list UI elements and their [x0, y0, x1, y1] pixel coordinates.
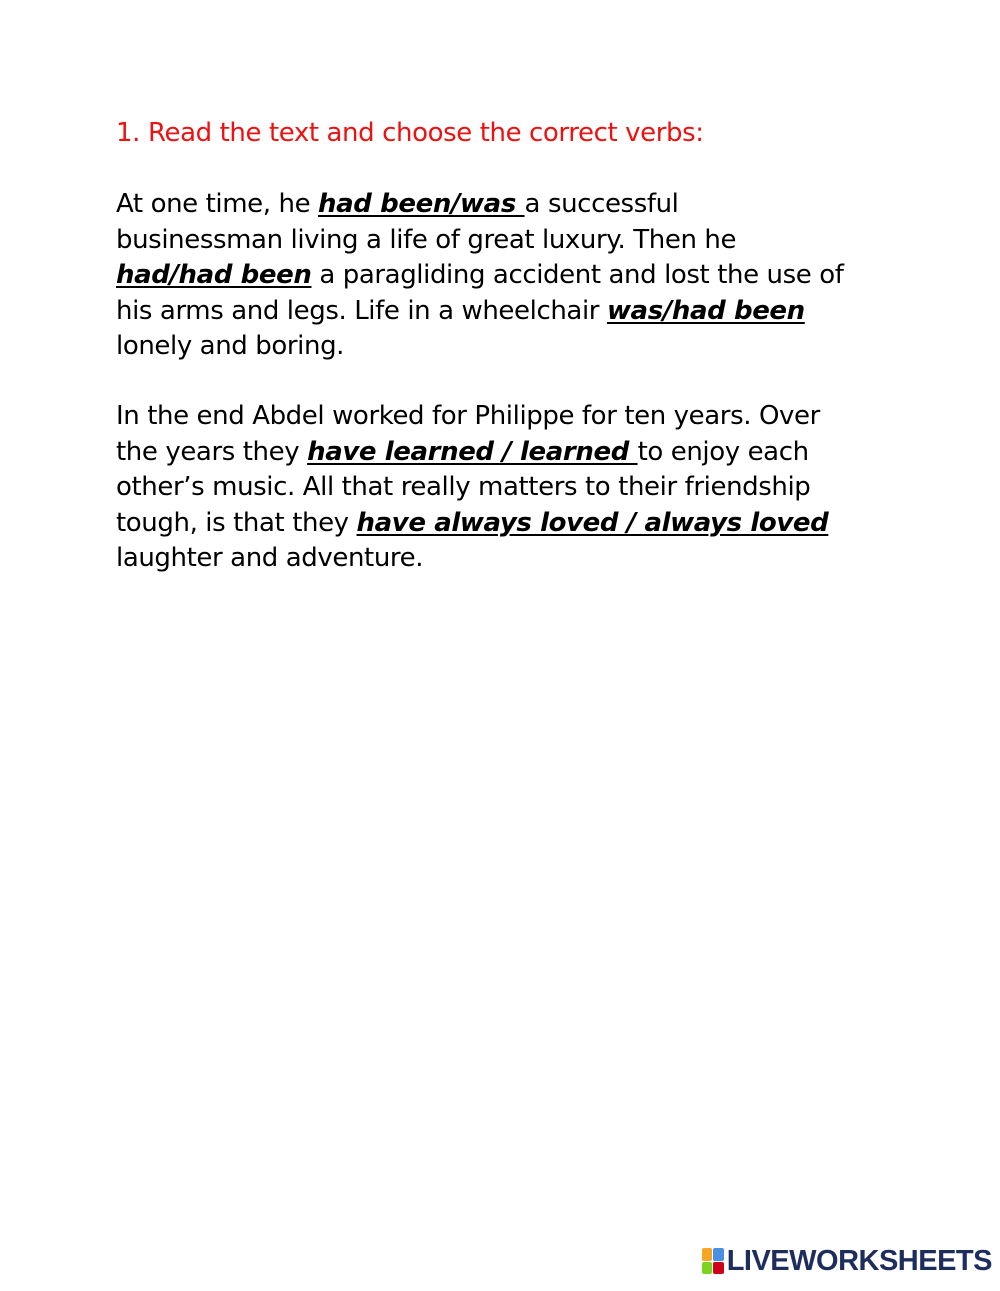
instruction-text: Read the text and choose the correct verbs:	[148, 118, 704, 148]
verb-choice-5[interactable]: have always loved / always loved	[356, 507, 829, 538]
verb-choice-2[interactable]: had/had been	[116, 260, 312, 290]
text-line	[116, 294, 876, 330]
paragraph-2	[116, 399, 876, 577]
logo-square	[713, 1262, 724, 1275]
verb-choice-4[interactable]: have learned / learned	[307, 436, 638, 467]
text-segment: the years they	[116, 436, 308, 467]
text-segment: a successful	[524, 189, 679, 219]
text-line	[116, 506, 876, 542]
verb-choice-1[interactable]: had been/was	[318, 189, 525, 219]
logo-square	[702, 1248, 713, 1261]
verb-choice-3[interactable]: was/had been	[606, 295, 805, 326]
paragraph-1	[116, 187, 876, 365]
text-line: businessman living a life of great luxury. Then he	[116, 224, 737, 255]
text-line	[116, 187, 876, 223]
logo-square	[713, 1248, 724, 1261]
text-segment: a paragliding accident and lost the use of	[311, 260, 844, 290]
liveworksheets-logo-icon	[702, 1248, 724, 1274]
liveworksheets-logo	[702, 1244, 992, 1278]
exercise-instruction	[116, 113, 704, 153]
text-line: other’s music. All that really matters to their friendship	[116, 472, 811, 502]
instruction-number: 1.	[116, 118, 141, 148]
logo-square	[702, 1262, 713, 1275]
text-line: In the end Abdel worked for Philippe for ten years. Over	[116, 401, 820, 431]
text-line	[116, 258, 876, 294]
text-segment: tough, is that they	[116, 507, 357, 538]
logo-text: LIVEWORKSHEETS	[726, 1245, 992, 1277]
text-line: lonely and boring.	[116, 331, 345, 361]
text-line	[116, 435, 876, 471]
text-line: laughter and adventure.	[116, 543, 424, 573]
text-segment: his arms and legs. Life in a wheelchair	[116, 295, 607, 326]
text-segment: At one time, he	[116, 189, 319, 219]
text-segment: to enjoy each	[637, 436, 809, 467]
